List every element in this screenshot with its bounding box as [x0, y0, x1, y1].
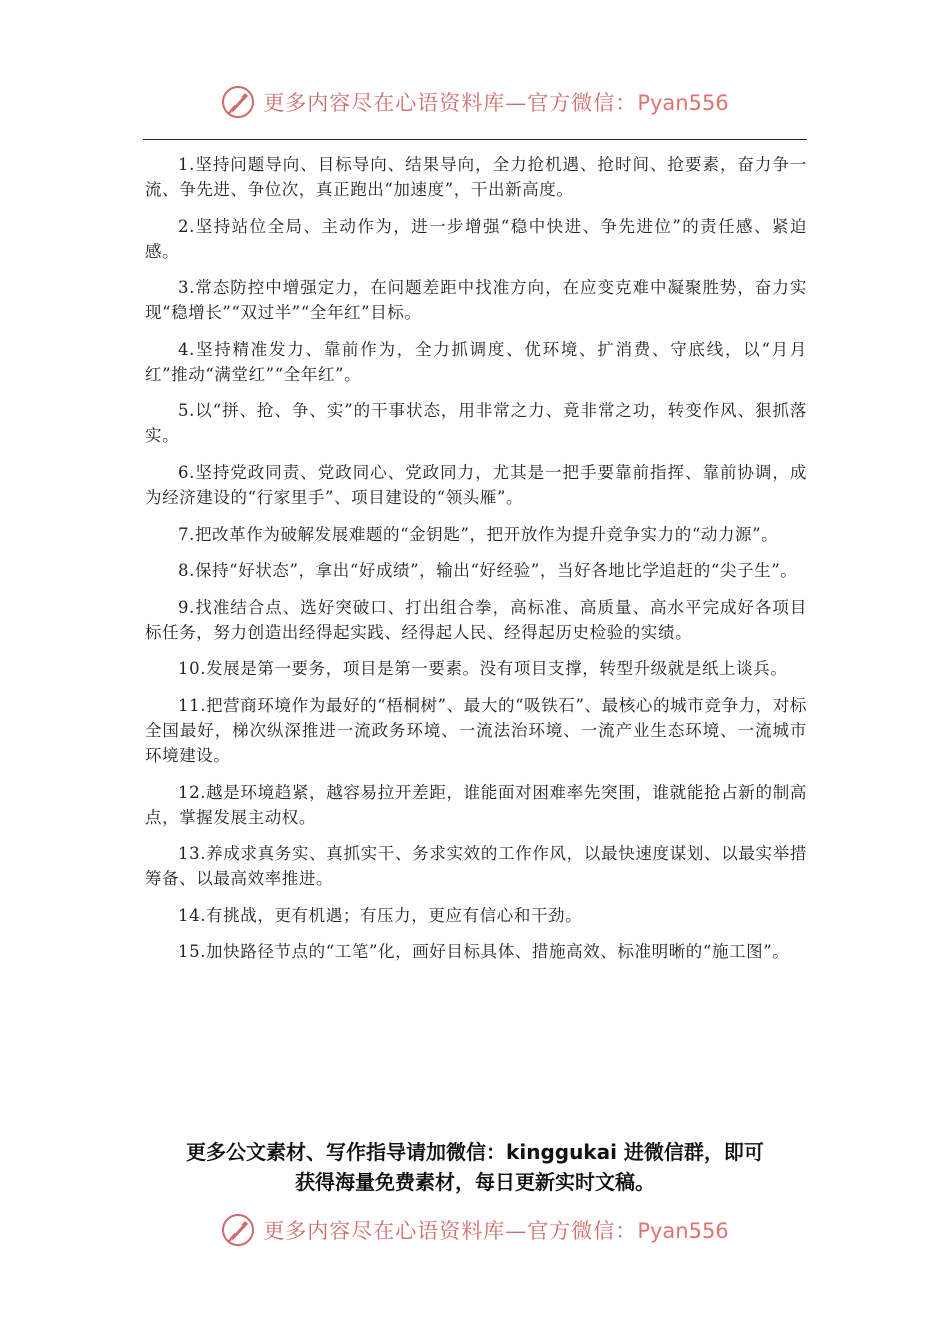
paragraph-5: 5.以“拼、抢、争、实”的干事状态，用非常之力、竟非常之功，转变作风、狠抓落实。	[145, 401, 807, 446]
paragraph-1: 1.坚持问题导向、目标导向、结果导向，全力抢机遇、抢时间、抢要素，奋力争一流、争先进、争位次，真正跑出“加速度”，干出新高度。	[145, 155, 807, 199]
paragraph-9: 9.找准结合点、选好突破口、打出组合拳，高标准、高质量、高水平完成好各项目标任务，努力创造出经得起实践、经得起人民、经得起历史检验的实绩。	[145, 597, 807, 642]
header-banner	[0, 80, 950, 124]
paragraph-11: 11.把营商环境作为最好的“梧桐树”、最大的“吸铁石”、最核心的城市竞争力，对标全国最好，梯次纵深推进一流政务环境、一流法治环境、一流产业生态环境、一流城市环境建设。	[145, 695, 807, 765]
paragraph-4: 4.坚持精准发力、靠前作为，全力抓调度、优环境、扩消费、守底线，以“月月红”推动“满堂红”“全年红”。	[145, 339, 807, 384]
paragraph-6: 6.坚持党政同责、党政同心、党政同力，尤其是一把手要靠前指挥、靠前协调，成为经济建设的“行家里手”、项目建设的“领头雁”。	[145, 462, 807, 507]
paragraph-15: 15.加快路径节点的“工笔”化，画好目标具体、措施高效、标准明晰的“施工图”。	[178, 942, 790, 962]
document-body	[145, 152, 807, 976]
paragraph-10: 10.发展是第一要务，项目是第一要素。没有项目支撑，转型升级就是纸上谈兵。	[178, 659, 788, 679]
footer-banner	[0, 1208, 950, 1252]
promo-line-2: 获得海量免费素材，每日更新实时文稿。	[295, 1170, 655, 1194]
paragraph-3: 3.常态防控中增强定力，在问题差距中找准方向，在应变克难中凝聚胜势，奋力实现“稳增长”“双过半”“全年红”目标。	[145, 278, 807, 323]
paragraph-2: 2.坚持站位全局、主动作为，进一步增强“稳中快进、争先进位”的责任感、紧迫感。	[145, 216, 807, 261]
header-divider	[143, 139, 807, 140]
header-banner-label: 更多内容尽在心语资料库—官方微信：	[263, 91, 638, 115]
header-wechat-id: Pyan556	[637, 91, 729, 115]
promo-line-1: 更多公文素材、写作指导请加微信：kinggukai 进微信群，即可	[186, 1140, 764, 1164]
paragraph-12: 12.越是环境趋紧，越容易拉开差距，谁能面对困难率先突围，谁就能抢占新的制高点，掌握发展主动权。	[145, 782, 807, 827]
footer-wechat-id: Pyan556	[637, 1219, 729, 1243]
paragraph-7: 7.把改革作为破解发展难题的“金钥匙”，把开放作为提升竞争实力的“动力源”。	[178, 524, 779, 544]
promo-notice	[100, 1137, 850, 1197]
paragraph-14: 14.有挑战，更有机遇；有压力，更应有信心和干劲。	[178, 905, 583, 925]
paragraph-8: 8.保持“好状态”，拿出“好成绩”，输出“好经验”，当好各地比学追赶的“尖子生”。	[178, 561, 798, 581]
paragraph-13: 13.养成求真务实、真抓实干、务求实效的工作作风，以最快速度谋划、以最实举措筹备、以最高效率推进。	[145, 844, 807, 889]
quill-pen-logo-icon	[221, 1213, 255, 1247]
quill-pen-logo-icon	[221, 85, 255, 119]
header-banner-text	[263, 87, 728, 117]
footer-banner-label: 更多内容尽在心语资料库—官方微信：	[263, 1219, 638, 1243]
footer-banner-text	[263, 1215, 728, 1245]
